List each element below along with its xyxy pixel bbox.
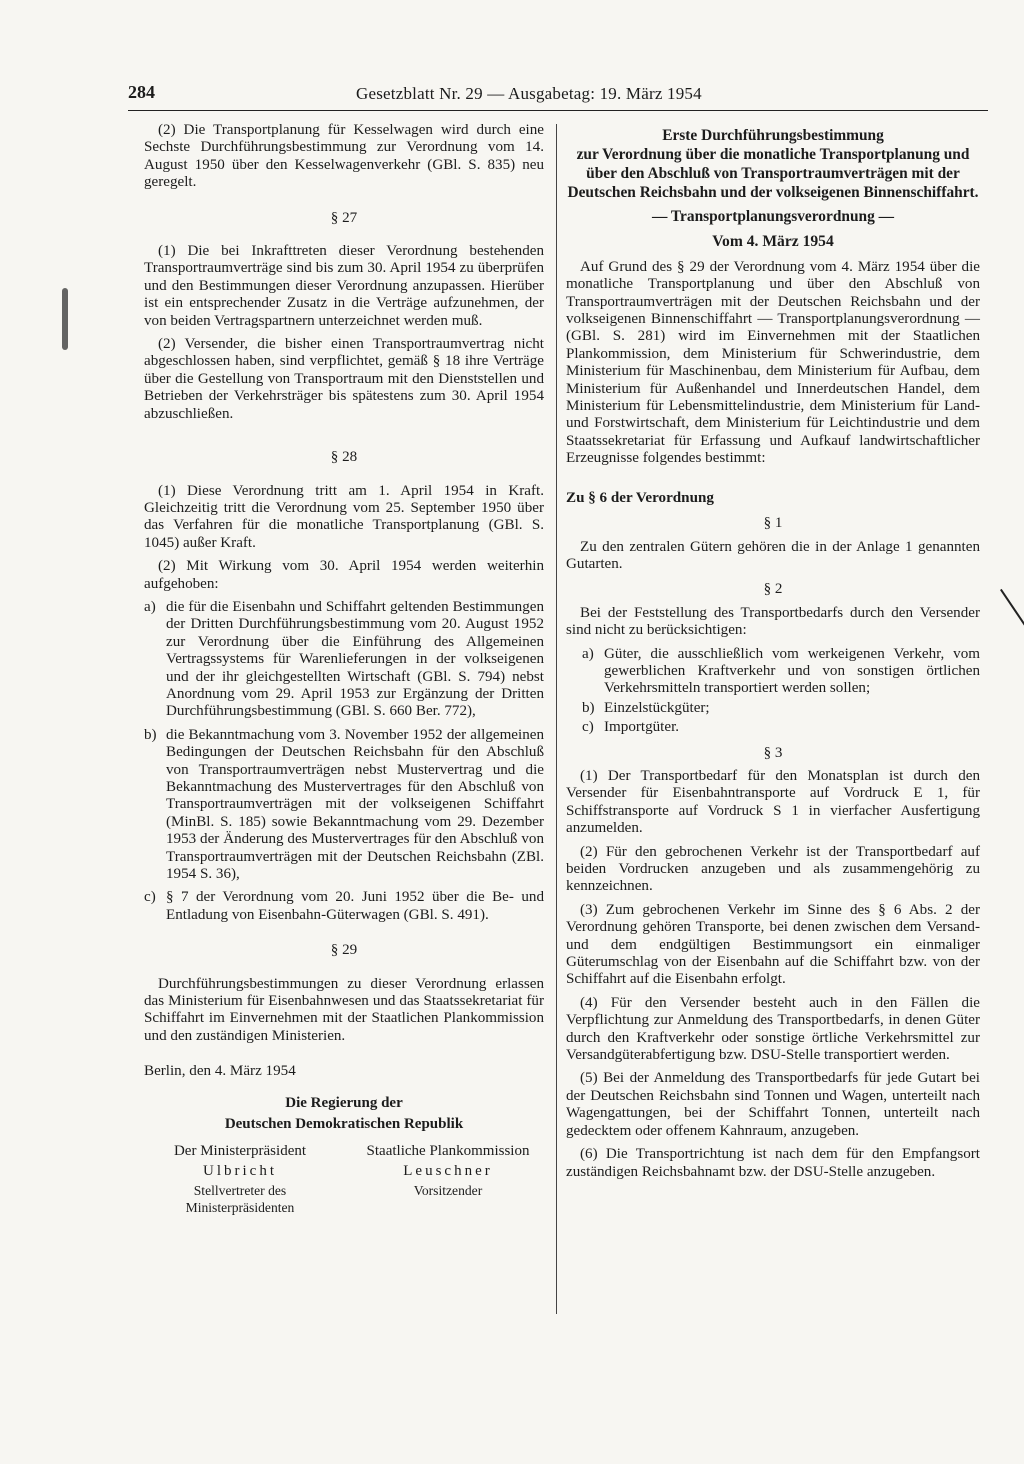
section-1-heading: § 1 — [763, 515, 783, 532]
signer-name: Leuschner — [403, 1163, 493, 1180]
item-label: a) — [582, 645, 594, 662]
signature-left — [144, 1143, 336, 1215]
repeal-item-c — [144, 889, 544, 924]
margin-smudge — [62, 288, 68, 350]
repeal-item-b — [144, 727, 544, 884]
item-text: die Bekanntmachung vom 3. November 1952 der allgemeinen Bedingungen der Deutschen Reichsbahn für den Abschluß von Transportraumverträgen nebst Mustervertrag und die Bekanntmachung des Mustervertrages für den Abschluß von Transportraumverträgen mit der volkseigenen Schiffahrt (MinBl. S. 185) sowie Bekanntmachung vom 29. Dezember 1953 der Änderung des Mustervertrages für den Abschluß von Transportraumverträgen mit der Deutschen Reichsbahn (ZBl. 1954 S. 36), — [166, 726, 544, 883]
section-2-heading: § 2 — [763, 581, 783, 598]
paragraph-3-3: (3) Zum gebrochenen Verkehr im Sinne des § 6 Abs. 2 der Verordnung gehören Transporte, bei denen zwischen dem Versand- und dem endgültigen Bestimmungsort ein einmaliger Güterumschlag von der Eisenbahn auf die Schiffahrt bzw. von der Schiffahrt auf die Eisenbahn erfolgt. — [566, 901, 980, 988]
section-group-heading: Zu § 6 der Verordnung — [566, 489, 714, 506]
signer-subtitle: Vorsitzender — [413, 1182, 483, 1198]
paragraph-3-2: (2) Für den gebrochenen Verkehr ist der Transportbedarf auf beiden Vordrucken anzugeben und als zusammengehörig zu kennzeichnen. — [566, 843, 980, 895]
decree-title-line-2: zur Verordnung über die monatliche Transportplanung und über den Abschluß von Transportraumverträgen mit der Deutschen Reichsbahn und der volkseigenen Binnenschiffahrt. — [567, 146, 979, 201]
signer-subtitle-2: Ministerpräsidenten — [185, 1199, 295, 1215]
item-text: die für die Eisenbahn und Schiffahrt geltenden Bestimmungen der Dritten Durchführungsbestimmung vom 20. August 1952 zur Verordnung über die Einführung des Allgemeinen Vertragssystems für Warenlieferungen in der volkseigenen und der ihr gleichgestellten Wirtschaft (GBl. S. 794) nebst Anordnung vom 29. April 1953 zur Ergänzung der Dritten Durchführungsbestimmung (GBl. S. 660 Ber. 772), — [166, 598, 544, 720]
section-3-heading: § 3 — [763, 744, 783, 761]
item-label: b) — [582, 699, 595, 716]
section-28-heading: § 28 — [330, 449, 358, 466]
repeal-item-a — [144, 599, 544, 721]
page-number: 284 — [128, 82, 155, 102]
page-header — [128, 80, 988, 111]
section-27-heading: § 27 — [330, 209, 358, 226]
item-text: Güter, die ausschließlich vom werkeigenen Verkehr, vom gewerblichen Kraftverkehr und von sonstigen örtlichen Verkehrsmitteln transportiert werden sollen; — [604, 645, 980, 697]
section-29-heading: § 29 — [330, 942, 358, 959]
signatures — [144, 1143, 544, 1215]
exclusion-item-c — [582, 719, 980, 736]
item-label: c) — [144, 889, 156, 906]
item-label: a) — [144, 598, 156, 615]
left-column — [144, 122, 544, 1215]
government-line-1: Die Regierung der — [285, 1094, 403, 1111]
item-text: Einzelstückgüter; — [604, 699, 710, 716]
paragraph-3-1: (1) Der Transportbedarf für den Monatsplan ist durch den Versender für Eisenbahntransporte auf Vordruck E 1, für Schiffstransporte auf Vordruck S 1 in vierfacher Ausfertigung anzumelden. — [566, 767, 980, 837]
margin-stroke — [1000, 589, 1024, 633]
exclusion-item-a — [582, 646, 980, 698]
paragraph-3-4: (4) Für den Versender besteht auch in den Fällen die Verpflichtung zur Anmeldung des Transportbedarfs, in denen Güter durch den Kraftverkehr oder sonstige örtliche Verkehrsmittel zur Versandgüterabfertigung bzw. DSU-Stelle transportiert werden. — [566, 994, 980, 1064]
paragraph-26-2: (2) Die Transportplanung für Kesselwagen wird durch eine Sechste Durchführungsbestimmung zur Verordnung vom 14. August 1950 über den Kesselwagenverkehr (GBl. S. 835) neu geregelt. — [144, 122, 544, 191]
exclusion-item-b — [582, 700, 980, 717]
paragraph-27-2: (2) Versender, die bisher einen Transportraumvertrag nicht abgeschlossen haben, sind verpflichtet, gemäß § 18 ihre Verträge über die Gestellung von Transportraum mit den Dienststellen und Betrieben der Verkehrsträger bis spätestens zum 30. April 1954 abzuschließen. — [144, 336, 544, 422]
paragraph-1: Zu den zentralen Gütern gehören die in der Anlage 1 genannten Gutarten. — [566, 538, 980, 572]
paragraph-29: Durchführungsbestimmungen zu dieser Verordnung erlassen das Ministerium für Eisenbahnwesen und das Staatssekretariat für Schiffahrt im Einvernehmen mit der Staatlichen Plankommission und den zuständigen Ministerien. — [144, 975, 544, 1044]
signature-right — [352, 1143, 544, 1215]
paragraph-2: Bei der Feststellung des Transportbedarfs durch den Versender sind nicht zu berücksichtigen: — [566, 604, 980, 639]
decree-short-title: — Transportplanungsverordnung — — [651, 208, 895, 225]
paragraph-28-1: (1) Diese Verordnung tritt am 1. April 1954 in Kraft. Gleichzeitig tritt die Verordnung vom 25. September 1950 über das Verfahren für die monatliche Transportplanung (GBl. S. 1045) außer Kraft. — [144, 482, 544, 551]
place-and-date: Berlin, den 4. März 1954 — [144, 1063, 296, 1080]
item-label: b) — [144, 726, 157, 743]
preamble: Auf Grund des § 29 der Verordnung vom 4. März 1954 über die monatliche Transportplanung und über den Abschluß von Transportraumverträgen mit der Deutschen Reichsbahn und der volkseigenen Binnenschiffahrt — Transportplanungsverordnung — (GBl. S. 281) wird im Einvernehmen mit der Staatlichen Plankommission, dem Ministerium für Schwerindustrie, dem Ministerium für Maschinenbau, dem Ministerium für Aufbau, dem Ministerium für Außenhandel und Innerdeutschen Handel, dem Ministerium für Lebensmittelindustrie, dem Ministerium für Land- und Forstwirtschaft, dem Ministerium für Leichtindustrie und dem Staatssekretariat für Erfassung und Aufkauf landwirtschaftlicher Erzeugnisse folgendes bestimmt: — [566, 258, 980, 467]
right-column — [566, 122, 980, 1187]
signer-role: Der Ministerpräsident — [173, 1142, 307, 1159]
paragraph-28-2: (2) Mit Wirkung vom 30. April 1954 werden weiterhin aufgehoben: — [144, 558, 544, 592]
column-divider — [556, 124, 557, 1314]
paragraph-3-5: (5) Bei der Anmeldung des Transportbedarfs für jede Gutart bei der Deutschen Reichsbahn sind Tonnen und Wagen, unterteilt nach Wagengattungen, bei der Schiffahrt Tonnen, unterteilt nach gedecktem oder offenem Kahnraum, anzugeben. — [566, 1070, 980, 1139]
decree-date: Vom 4. März 1954 — [712, 233, 834, 251]
paragraph-3-6: (6) Die Transportrichtung ist nach dem für den Empfangsort zuständigen Reichsbahnamt bzw. der DSU-Stelle anzugeben. — [566, 1146, 980, 1180]
signer-name: Ulbricht — [203, 1163, 277, 1180]
item-text: § 7 der Verordnung vom 20. Juni 1952 über die Be- und Entladung von Eisenbahn-Güterwagen (GBl. S. 491). — [166, 889, 544, 923]
running-title: Gesetzblatt Nr. 29 — Ausgabetag: 19. März 1954 — [356, 84, 702, 103]
item-label: c) — [582, 719, 594, 736]
government-block — [144, 1093, 544, 1135]
signer-subtitle-1: Stellvertreter des — [193, 1182, 287, 1198]
decree-title — [566, 126, 980, 202]
signer-role: Staatliche Plankommission — [366, 1142, 530, 1159]
item-text: Importgüter. — [604, 719, 680, 736]
decree-title-line-1: Erste Durchführungsbestimmung — [662, 127, 884, 144]
government-line-2: Deutschen Demokratischen Republik — [224, 1115, 464, 1132]
paragraph-27-1: (1) Die bei Inkrafttreten dieser Verordnung bestehenden Transportraumverträge sind bis zum 30. April 1954 zu überprüfen und den Bestimmungen dieser Verordnung anzupassen. Hierüber ist ein entsprechender Zusatz in die Verträge aufzunehmen, der von beiden Vertragspartnern unterzeichnet werden muß. — [144, 243, 544, 329]
